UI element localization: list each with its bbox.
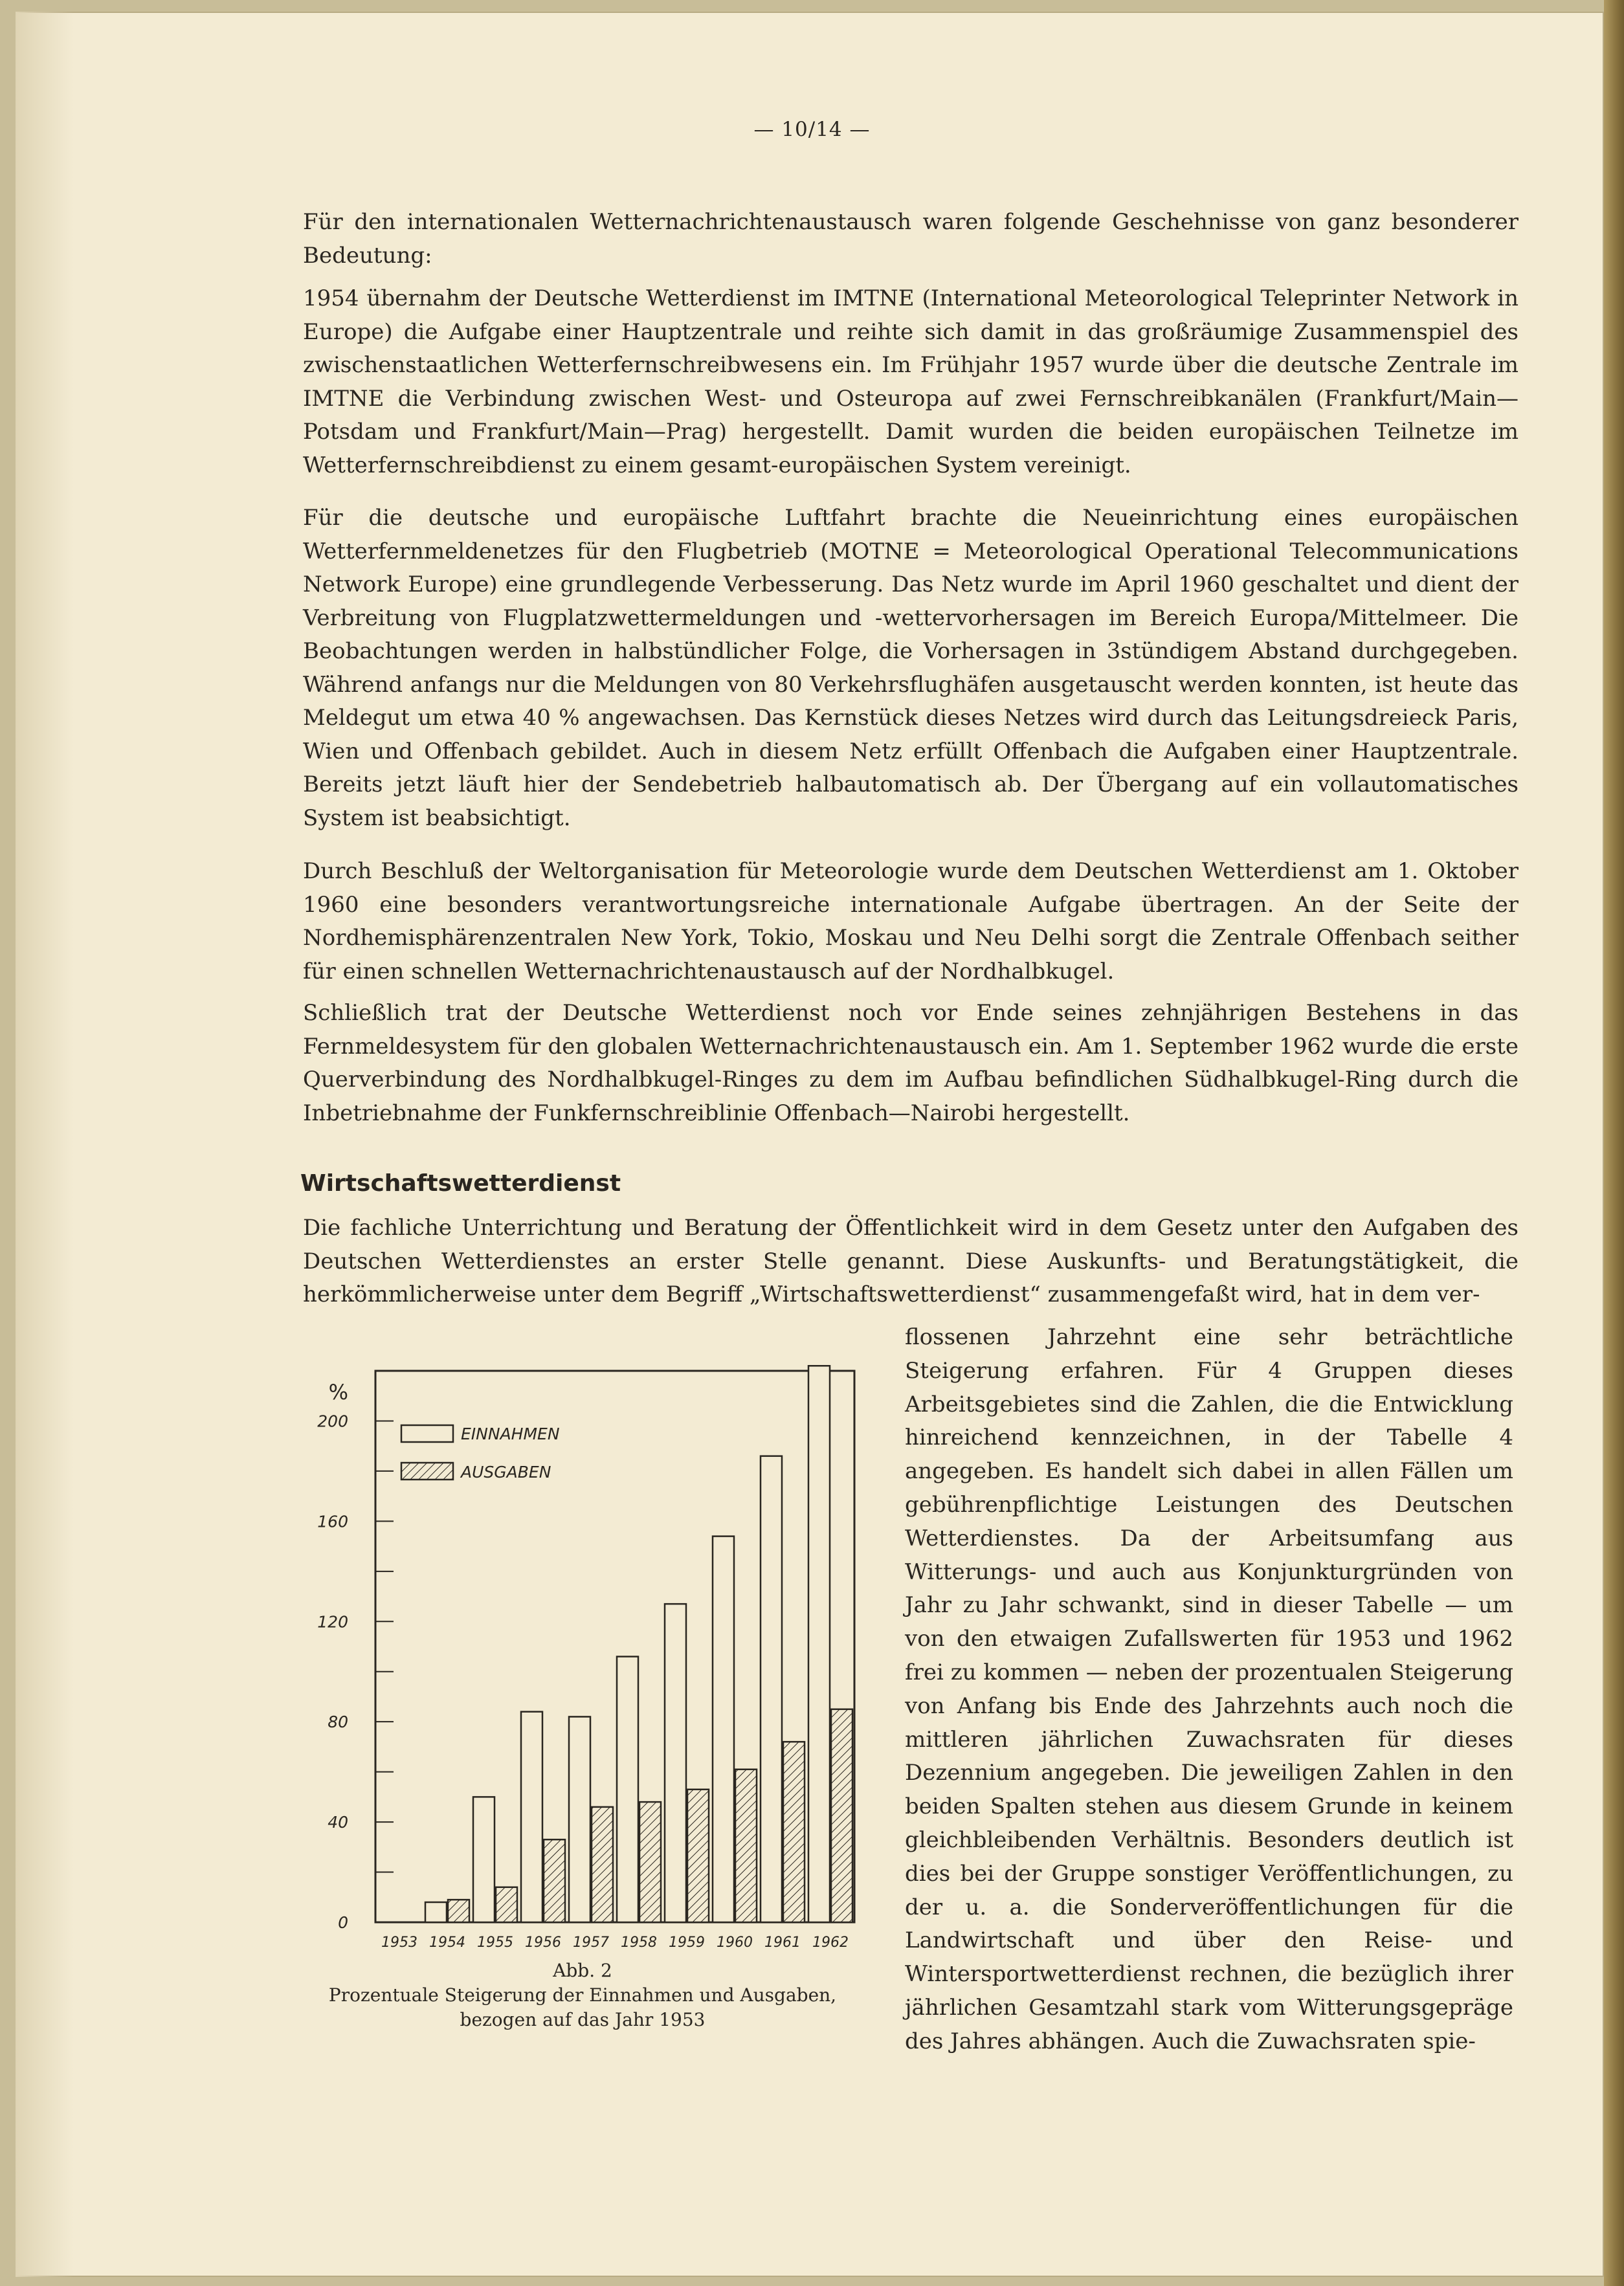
paragraph-wmo: Durch Beschluß der Weltorganisation für Meteorologie wurde dem Deutschen Wetterdienst am 1. Oktober 1960 eine besonders verantwortungsreiche internationale Aufgabe übertragen. An der Seite der Nordhemisphärenzentralen New York, Tokio, Moskau und Neu Delhi sorgt die Zentrale Offenbach seither für einen schnellen Wetternachrichtenaustausch auf der Nordhalbkugel. xyxy=(303,858,1518,984)
paragraph-imtne: 1954 übernahm der Deutsche Wetterdienst im IMTNE (International Meteorological Teleprinter Network in Europe) die Aufgabe einer Hauptzentrale und reihte sich damit in das großräumige Zusammenspiel des zwischenstaatlichen Wetterfernschreibwesens ein. Im Frühjahr 1957 wurde über die deutsche Zentrale im IMTNE die Verbindung zwischen West- und Osteuropa auf zwei Fernschreibkanälen (Frankfurt/Main—Potsdam und Frankfurt/Main—Prag) hergestellt. Damit wurden die beiden europäischen Teilnetze im Wetterfernschreibdienst zu einem gesamt-europäischen System vereinigt. xyxy=(303,285,1518,478)
y-tick-label: 0 xyxy=(338,1913,348,1932)
paragraph-motne: Für die deutsche und europäische Luftfahrt brachte die Neueinrichtung eines europäischen Wetterfernmeldenetzes für den Flugbetrieb (MOTNE = Meteorological Operational Telecommunications Network Europe) eine grundlegende Verbesserung. Das Netz wurde im April 1960 geschaltet und dient der Verbreitung von Flugplatzwettermeldungen und -wettervorhersagen im Bereich Europa/Mittelmeer. Die Beobachtungen werden in halbstündlicher Folge, die Vorhersagen in 3stündigem Abstand durchgegeben. Während anfangs nur die Meldungen von 80 Verkehrsflughäfen ausgetauscht werden konnten, ist heute das Meldegut um etwa 40 % angewachsen. Das Kernstück dieses Netzes wird durch das Leitungsdreieck Paris, Wien und Offenbach gebildet. Auch in diesem Netz erfüllt Offenbach die Aufgaben einer Hauptzentrale. Bereits jetzt läuft hier der Sendebetrieb halbautomatisch ab. Der Übergang auf ein vollautomatisches System ist beabsichtigt. xyxy=(303,505,1518,831)
x-tick-label: 1955 xyxy=(477,1935,513,1951)
x-tick-label: 1954 xyxy=(429,1935,465,1951)
bar-ausgaben-1957 xyxy=(592,1807,613,1922)
figure-caption-line1: Prozentuale Steigerung der Einnahmen und Ausgaben, xyxy=(328,1984,837,2006)
x-tick-label: 1956 xyxy=(525,1935,561,1951)
bar-ausgaben-1958 xyxy=(640,1802,661,1922)
legend-swatch-einnahmen xyxy=(401,1425,453,1442)
section-intro: Die fachliche Unterrichtung und Beratung der Öffentlichkeit wird in dem Gesetz unter den Aufgaben des Deutschen Wetterdienstes an erster Stelle genannt. Diese Auskunfts- und Beratungstätigkeit, die herkömmlicherweise unter dem Begriff „Wirtschaftswetterdienst“ zusammengefaßt wird, hat in dem ver- xyxy=(303,1215,1518,1307)
x-tick-label: 1957 xyxy=(573,1935,609,1951)
bar-einnahmen-1962 xyxy=(808,1366,830,1922)
bar-einnahmen-1958 xyxy=(617,1656,638,1922)
bar-einnahmen-1959 xyxy=(665,1604,686,1922)
bar-einnahmen-1955 xyxy=(473,1797,495,1922)
x-tick-label: 1960 xyxy=(717,1935,753,1951)
bar-ausgaben-1962 xyxy=(831,1709,852,1922)
y-tick-label: 120 xyxy=(317,1612,348,1632)
bar-einnahmen-1960 xyxy=(713,1537,734,1922)
bar-einnahmen-1957 xyxy=(569,1716,590,1922)
legend xyxy=(401,1425,560,1481)
scan-edge xyxy=(1604,0,1624,2286)
legend-label-ausgaben: AUSGABEN xyxy=(461,1463,551,1481)
x-tick-label: 1958 xyxy=(621,1935,657,1951)
x-tick-label: 1953 xyxy=(381,1935,417,1951)
bar-ausgaben-1955 xyxy=(496,1887,517,1922)
paragraph-intro: Für den internationalen Wetternachrichtenaustausch waren folgende Geschehnisse von ganz besonderer Bedeutung: xyxy=(303,209,1518,269)
section-heading: Wirtschaftswetterdienst xyxy=(300,1170,621,1197)
bar-einnahmen-1954 xyxy=(425,1902,447,1922)
x-tick-label: 1959 xyxy=(669,1935,705,1951)
bar-ausgaben-1959 xyxy=(687,1790,709,1922)
bar-ausgaben-1961 xyxy=(783,1742,805,1922)
bar-einnahmen-1956 xyxy=(521,1712,542,1922)
figure-caption-label: Abb. 2 xyxy=(553,1960,612,1981)
bar-ausgaben-1954 xyxy=(448,1900,469,1922)
figure-caption-line2: bezogen auf das Jahr 1953 xyxy=(460,2009,706,2030)
y-tick-label: 40 xyxy=(328,1813,348,1832)
paragraph-global: Schließlich trat der Deutsche Wetterdienst noch vor Ende seines zehnjährigen Bestehens in das Fernmeldesystem für den globalen Wetternachrichtenaustausch ein. Am 1. September 1962 wurde die erste Querverbindung des Nordhalbkugel-Ringes zu dem im Aufbau befindlichen Südhalbkugel-Ring durch die Inbetriebnahme der Funkfernschreiblinie Offenbach—Nairobi hergestellt. xyxy=(303,1000,1518,1126)
bar-ausgaben-1960 xyxy=(735,1770,757,1922)
bar-einnahmen-1961 xyxy=(761,1456,782,1922)
x-tick-label: 1962 xyxy=(812,1935,849,1951)
binding-shadow xyxy=(16,12,74,2277)
bar-ausgaben-1956 xyxy=(544,1839,565,1922)
bar-chart xyxy=(285,1366,867,1951)
y-axis-label: % xyxy=(328,1380,348,1404)
legend-label-einnahmen: EINNAHMEN xyxy=(461,1425,560,1443)
section-continuation: flossenen Jahrzehnt eine sehr beträchtliche Steigerung erfahren. Für 4 Gruppen dieses Arbeitsgebietes sind die Zahlen, die die Entwicklung hinreichend kennzeichnen, in der Tabelle 4 angegeben. Es handelt sich dabei in allen Fällen um gebührenpflichtige Leistungen des Deutschen Wetterdienstes. Da der Arbeitsumfang aus Witterungs- und auch aus Konjunkturgründen von Jahr zu Jahr schwankt, sind in dieser Tabelle — um von den etwaigen Zufallswerten für 1953 und 1962 frei zu kommen — neben der prozentualen Steigerung von Anfang bis Ende des Jahrzehnts auch noch die mittleren jährlichen Zuwachsraten für dieses Dezennium angegeben. Die jeweiligen Zahlen in den beiden Spalten stehen aus diesem Grunde in keinem gleichbleibenden Verhältnis. Besonders deutlich ist dies bei der Gruppe sonstiger Veröffentlichungen, zu der u. a. die Sonderveröffentlichungen für die Landwirtschaft und über den Reise- und Wintersportwetterdienst rechnen, die bezüglich ihrer jährlichen Gesamtzahl stark vom Witterungsgepräge des Jahres abhängen. Auch die Zuwachsraten spie- xyxy=(905,1324,1513,2054)
page-number: — 10/14 — xyxy=(753,118,871,141)
legend-swatch-ausgaben xyxy=(401,1463,453,1480)
y-tick-label: 200 xyxy=(317,1412,348,1431)
y-tick-label: 160 xyxy=(317,1512,348,1531)
x-tick-label: 1961 xyxy=(764,1935,801,1951)
y-tick-label: 80 xyxy=(328,1713,348,1732)
